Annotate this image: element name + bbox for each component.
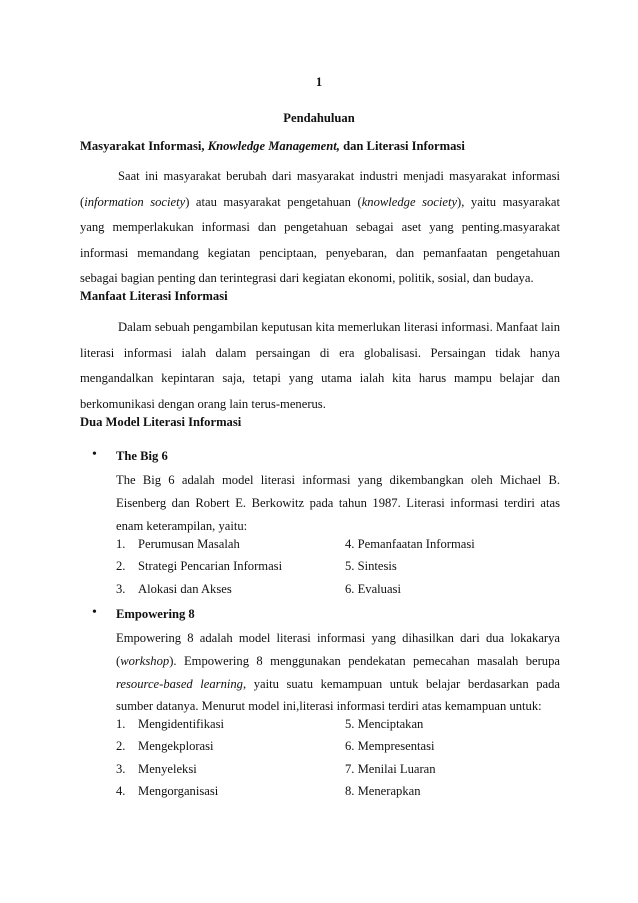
empowering8-paragraph: Empowering 8 adalah model literasi informasi yang dihasilkan dari dua lokakarya (workshop). Empowering 8 menggunakan pendekatan pemecahan masalah berupa resource-based learning, yaitu suatu kemampuan untuk belajar berdasarkan pada sumber datanya. Menurut model ini,literasi informasi terdiri atas kemampuan untuk:: [116, 631, 561, 714]
big6-paragraph: The Big 6 adalah model literasi informasi yang dikembangkan oleh Michael B. Eisenberg dan Robert E. Berkowitz pada tahun 1987. Literasi informasi terdiri atas enam keterampilan, yaitu:: [116, 473, 560, 533]
paragraph-manfaat: Dalam sebuah pengambilan keputusan kita memerlukan literasi informasi. Manfaat lain literasi informasi ialah dalam persaingan di era globalisasi. Persaingan tidak hanya mengandalkan kepintaran saja, tetapi yang utama ialah kita harus mampu belajar dan berkomunikasi dengan orang lain terus-menerus.: [80, 320, 560, 411]
section-heading-dua-model: Dua Model Literasi Informasi: [80, 415, 242, 429]
list-item: 1. Perumusan Masalah 4. Pemanfaatan Informasi: [116, 537, 475, 551]
bullet-icon: •: [92, 605, 97, 620]
bullet-icon: •: [92, 447, 97, 462]
chapter-title: Pendahuluan: [283, 111, 355, 125]
empowering8-title: Empowering 8: [116, 607, 195, 621]
list-item: 1. Mengidentifikasi 5. Menciptakan: [116, 717, 424, 731]
empowering8-list: [116, 717, 560, 806]
paragraph-masyarakat-informasi: Saat ini masyarakat berubah dari masyarakat industri menjadi masyarakat informasi (information society) atau masyarakat pengetahuan (knowledge society), yaitu masyarakat yang memperlakukan informasi dan pengetahuan sebagai aset yang penting.masyarakat informasi memandang kegiatan penciptaan, penyebaran, dan pemanfaatan pengetahuan sebagai bagian penting dan terintegrasi dari kegiatan ekonomi, politik, sosial, dan budaya.: [80, 169, 560, 286]
list-item: 2. Strategi Pencarian Informasi 5. Sintesis: [116, 559, 397, 574]
list-item: 2. Mengekplorasi 6. Mempresentasi: [116, 739, 435, 754]
section-heading-masyarakat-informasi: Masyarakat Informasi, Knowledge Management, dan Literasi Informasi: [80, 139, 465, 153]
list-item: 3. Menyeleksi 7. Menilai Luaran: [116, 761, 436, 776]
section-heading-manfaat: Manfaat Literasi Informasi: [80, 289, 228, 303]
list-item: 3. Alokasi dan Akses 6. Evaluasi: [116, 581, 401, 596]
page-number: 1: [315, 75, 323, 89]
list-item: 4. Mengorganisasi 8. Menerapkan: [116, 783, 421, 798]
big6-title: The Big 6: [116, 449, 168, 463]
big6-list: [116, 537, 560, 604]
